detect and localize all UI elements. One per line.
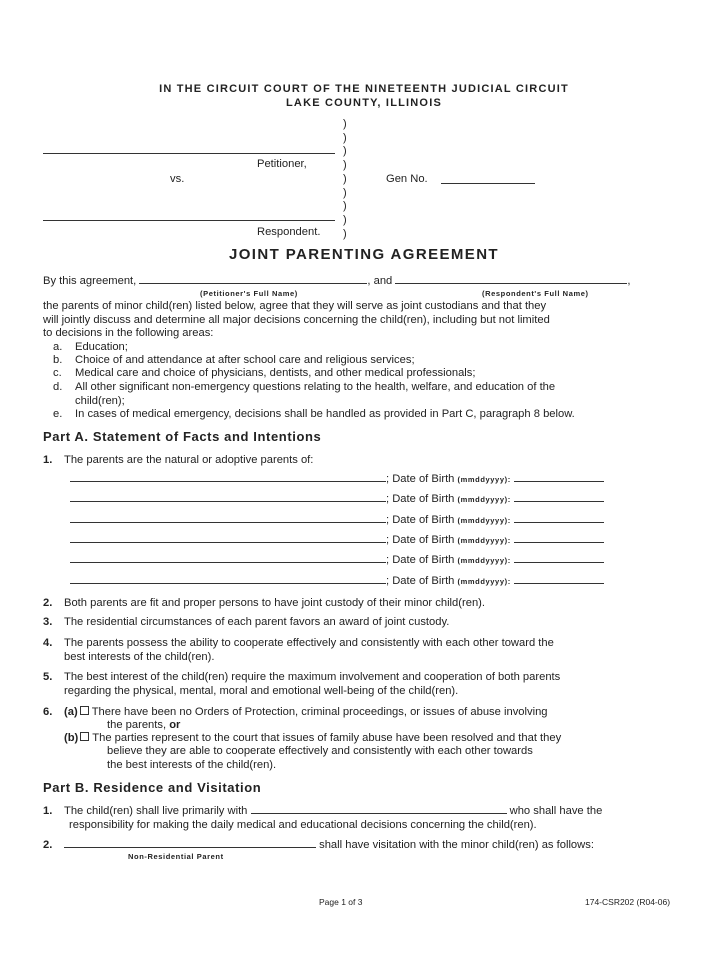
petitioner-label: Petitioner, — [257, 158, 307, 170]
child-row: ; Date of Birth (mmddyyyy): — [70, 534, 604, 546]
list-item-letter: b. — [53, 354, 63, 366]
form-number: 174-CSR202 (R04-06) — [585, 897, 671, 907]
child-dob-field[interactable] — [514, 542, 604, 543]
child-dob-field[interactable] — [514, 481, 604, 482]
part-a-p3: The residential circumstances of each parent favors an award of joint custody. — [64, 616, 450, 628]
vs-label: vs. — [170, 173, 185, 185]
list-item-letter: c. — [53, 367, 62, 379]
intro-line: By this agreement, , and , — [43, 275, 631, 287]
child-dob-field[interactable] — [514, 501, 604, 502]
item-number: 2. — [43, 839, 53, 851]
item-number: 6. — [43, 706, 53, 718]
part-a-p6a: (a) There have been no Orders of Protection, criminal proceedings, or issues of abuse involving — [64, 706, 548, 718]
part-a-p5-line2: regarding the physical, mental, moral and emotional well-being of the child(ren). — [64, 685, 459, 697]
petitioner-name-field[interactable] — [139, 283, 367, 284]
primary-parent-field[interactable] — [251, 813, 507, 814]
child-row: ; Date of Birth (mmddyyyy): — [70, 493, 604, 505]
part-a-heading: Part A. Statement of Facts and Intentions — [43, 429, 322, 444]
respondent-name-field[interactable] — [395, 283, 627, 284]
page-number: Page 1 of 3 — [319, 897, 363, 907]
part-a-p6b-line3: the best interests of the child(ren). — [107, 759, 277, 771]
gen-no-label: Gen No. — [386, 173, 428, 185]
child-row: ; Date of Birth (mmddyyyy): — [70, 514, 604, 526]
court-name: IN THE CIRCUIT COURT OF THE NINETEENTH JUDICIAL CIRCUIT — [159, 83, 569, 95]
document-title: JOINT PARENTING AGREEMENT — [228, 246, 499, 263]
part-b-p1-line2: responsibility for making the daily medical and educational decisions concerning the child(ren). — [69, 819, 537, 831]
part-a-p1: The parents are the natural or adoptive parents of: — [64, 454, 314, 466]
item-number: 4. — [43, 637, 53, 649]
list-item-letter: a. — [53, 341, 63, 353]
list-item: Education; — [75, 341, 128, 353]
child-dob-field[interactable] — [514, 522, 604, 523]
list-item-cont: child(ren); — [75, 395, 125, 407]
list-item: In cases of medical emergency, decisions shall be handled as provided in Part C, paragraph 8 below. — [75, 408, 575, 420]
part-a-p2: Both parents are fit and proper persons to have joint custody of their minor child(ren). — [64, 597, 485, 609]
item-number: 2. — [43, 597, 53, 609]
non-residential-parent-field[interactable] — [64, 847, 316, 848]
part-b-heading: Part B. Residence and Visitation — [43, 780, 262, 795]
part-b-p2: shall have visitation with the minor child(ren) as follows: — [64, 839, 594, 851]
option-b-checkbox[interactable] — [80, 732, 89, 741]
part-b-p1: The child(ren) shall live primarily with who shall have the — [64, 805, 603, 817]
list-item-letter: e. — [53, 408, 63, 420]
child-row: ; Date of Birth (mmddyyyy): — [70, 575, 604, 587]
intro-text-3: to decisions in the following areas: — [43, 327, 214, 339]
respondent-name-caption: (Respondent's Full Name) — [482, 289, 589, 298]
respondent-label: Respondent. — [257, 226, 321, 238]
part-a-p4-line1: The parents possess the ability to cooperate effectively and consistently with each other toward the — [64, 637, 554, 649]
option-a-checkbox[interactable] — [80, 706, 89, 715]
child-name-field[interactable] — [70, 583, 386, 584]
item-number: 3. — [43, 616, 53, 628]
child-name-field[interactable] — [70, 562, 386, 563]
child-row: ; Date of Birth (mmddyyyy): — [70, 473, 604, 485]
part-a-p4-line2: best interests of the child(ren). — [64, 651, 215, 663]
court-county: LAKE COUNTY, ILLINOIS — [286, 97, 442, 109]
item-number: 5. — [43, 671, 53, 683]
part-a-p6b-line2: believe they are able to cooperate effectively and consistently with each other towards — [107, 745, 533, 757]
child-name-field[interactable] — [70, 542, 386, 543]
caption-bracket: ) ) ) ) ) ) ) ) ) — [343, 118, 347, 240]
part-a-p6a-line2: the parents, or — [107, 719, 181, 731]
item-number: 1. — [43, 805, 53, 817]
item-number: 1. — [43, 454, 53, 466]
non-residential-caption: Non-Residential Parent — [128, 852, 224, 861]
list-item-letter: d. — [53, 381, 63, 393]
list-item: Medical care and choice of physicians, dentists, and other medical professionals; — [75, 367, 476, 379]
child-dob-field[interactable] — [514, 562, 604, 563]
part-a-p5-line1: The best interest of the child(ren) require the maximum involvement and cooperation of both parents — [64, 671, 561, 683]
gen-no-field[interactable] — [441, 176, 535, 184]
petitioner-name-caption: (Petitioner's Full Name) — [200, 289, 298, 298]
child-name-field[interactable] — [70, 501, 386, 502]
child-name-field[interactable] — [70, 522, 386, 523]
list-item: All other significant non-emergency questions relating to the health, welfare, and education of the — [75, 381, 556, 393]
child-row: ; Date of Birth (mmddyyyy): — [70, 554, 604, 566]
child-name-field[interactable] — [70, 481, 386, 482]
respondent-line[interactable] — [43, 213, 335, 221]
child-dob-field[interactable] — [514, 583, 604, 584]
intro-text-1: the parents of minor child(ren) listed below, agree that they will serve as joint custodians and that they — [43, 300, 547, 312]
list-item: Choice of and attendance at after school care and religious services; — [75, 354, 415, 366]
intro-text-2: will jointly discuss and determine all major decisions concerning the child(ren), including but not limited — [43, 314, 550, 326]
petitioner-line[interactable] — [43, 146, 335, 154]
part-a-p6b: (b) The parties represent to the court that issues of family abuse have been resolved and that they — [64, 732, 562, 744]
